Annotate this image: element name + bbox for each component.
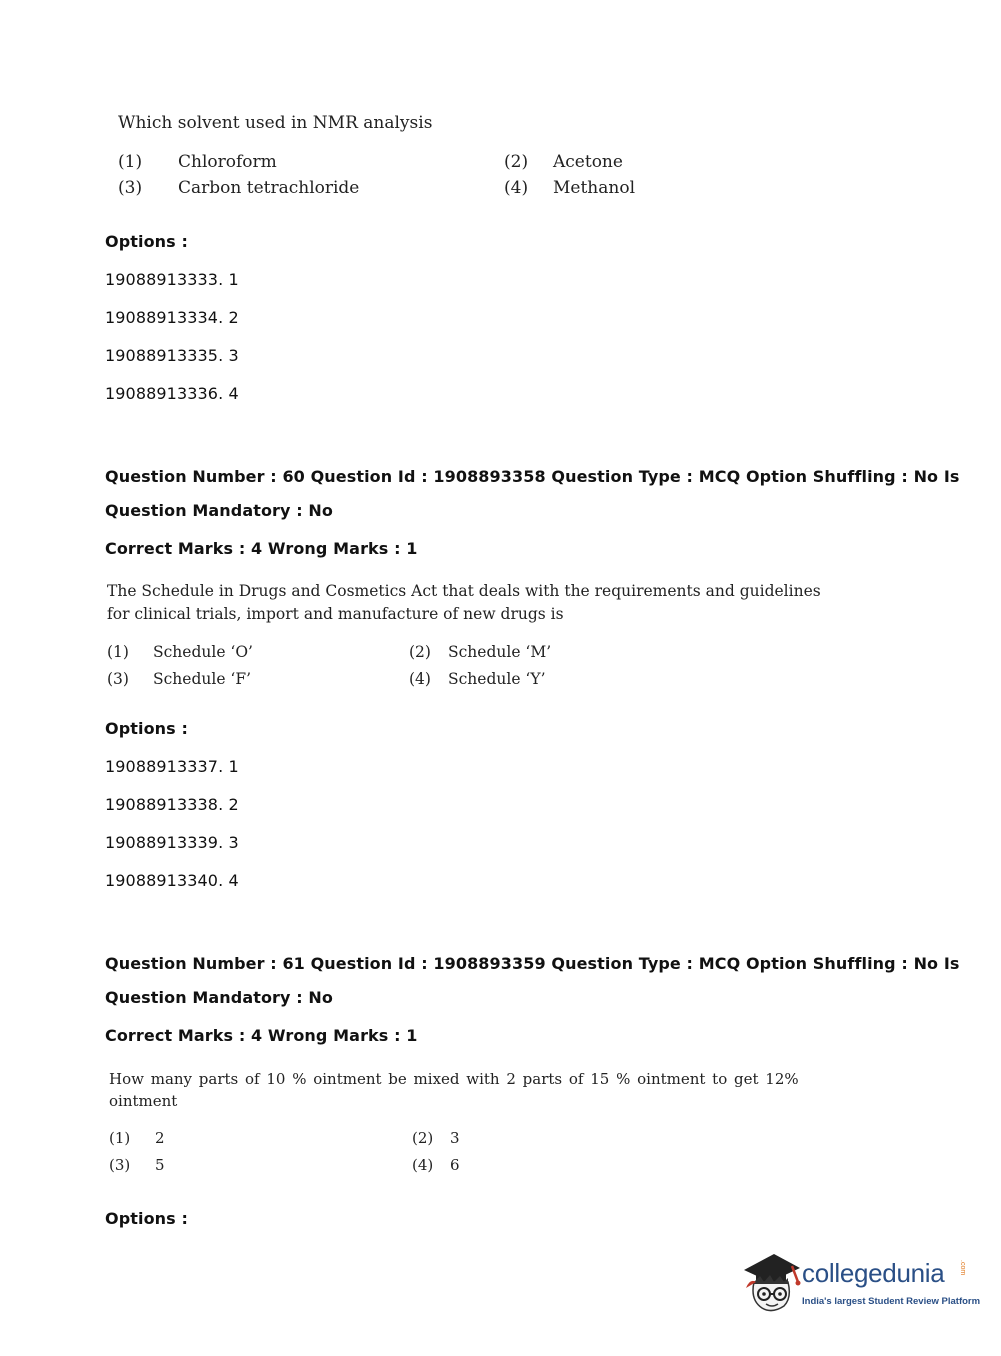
choice-number: (4) bbox=[409, 670, 431, 688]
choice-number: (4) bbox=[412, 1156, 434, 1174]
question-header: Question Number : 61 Question Id : 1908893359 Question Type : MCQ Option Shuffling : No Is bbox=[105, 954, 960, 973]
choice-text: 2 bbox=[155, 1129, 165, 1147]
logo-tagline: India's largest Student Review Platform bbox=[802, 1296, 981, 1307]
question-mandatory: Question Mandatory : No bbox=[105, 988, 333, 1007]
option-id: 19088913336. 4 bbox=[105, 384, 239, 403]
question-text: for clinical trials, import and manufacture of new drugs is bbox=[107, 605, 564, 623]
choice-text: Schedule ‘Y’ bbox=[448, 670, 546, 688]
choice-number: (3) bbox=[109, 1156, 131, 1174]
choice-text: Chloroform bbox=[178, 152, 277, 172]
choice-number: (3) bbox=[107, 670, 129, 688]
choice-text: Carbon tetrachloride bbox=[178, 178, 360, 198]
option-id: 19088913338. 2 bbox=[105, 795, 239, 814]
choice-number: (1) bbox=[118, 152, 143, 172]
choice-number: (2) bbox=[409, 643, 431, 661]
question-marks: Correct Marks : 4 Wrong Marks : 1 bbox=[105, 539, 418, 558]
choice-text: 6 bbox=[450, 1156, 460, 1174]
question-marks: Correct Marks : 4 Wrong Marks : 1 bbox=[105, 1026, 418, 1045]
choice-text: 3 bbox=[450, 1129, 460, 1147]
question-mandatory: Question Mandatory : No bbox=[105, 501, 333, 520]
choice-text: Acetone bbox=[553, 152, 623, 172]
question-text: ointment bbox=[109, 1092, 178, 1110]
options-label: Options : bbox=[105, 232, 188, 251]
choice-number: (2) bbox=[412, 1129, 434, 1147]
option-id: 19088913339. 3 bbox=[105, 833, 239, 852]
choice-number: (2) bbox=[504, 152, 529, 172]
question-text: The Schedule in Drugs and Cosmetics Act that deals with the requirements and guidelines bbox=[107, 582, 821, 600]
choice-text: Schedule ‘O’ bbox=[153, 643, 253, 661]
mascot-icon bbox=[740, 1248, 804, 1318]
question-text: Which solvent used in NMR analysis bbox=[118, 113, 433, 133]
option-id: 19088913333. 1 bbox=[105, 270, 239, 289]
option-id: 19088913335. 3 bbox=[105, 346, 239, 365]
choice-number: (1) bbox=[107, 643, 129, 661]
collegedunia-logo[interactable] bbox=[740, 1248, 980, 1318]
option-id: 19088913337. 1 bbox=[105, 757, 239, 776]
logo-brand-text: collegedunia bbox=[802, 1258, 945, 1288]
option-id: 19088913340. 4 bbox=[105, 871, 239, 890]
choice-number: (4) bbox=[504, 178, 529, 198]
logo-domain-suffix: .com bbox=[959, 1260, 966, 1276]
option-id: 19088913334. 2 bbox=[105, 308, 239, 327]
options-label: Options : bbox=[105, 1209, 188, 1228]
choice-text: Schedule ‘M’ bbox=[448, 643, 552, 661]
choice-number: (1) bbox=[109, 1129, 131, 1147]
choice-text: 5 bbox=[155, 1156, 165, 1174]
question-text: How many parts of 10 % ointment be mixed with 2 parts of 15 % ointment to get 12% bbox=[109, 1070, 799, 1088]
options-label: Options : bbox=[105, 719, 188, 738]
choice-text: Schedule ‘F’ bbox=[153, 670, 252, 688]
choice-number: (3) bbox=[118, 178, 143, 198]
question-header: Question Number : 60 Question Id : 1908893358 Question Type : MCQ Option Shuffling : No Is bbox=[105, 467, 960, 486]
choice-text: Methanol bbox=[553, 178, 636, 198]
